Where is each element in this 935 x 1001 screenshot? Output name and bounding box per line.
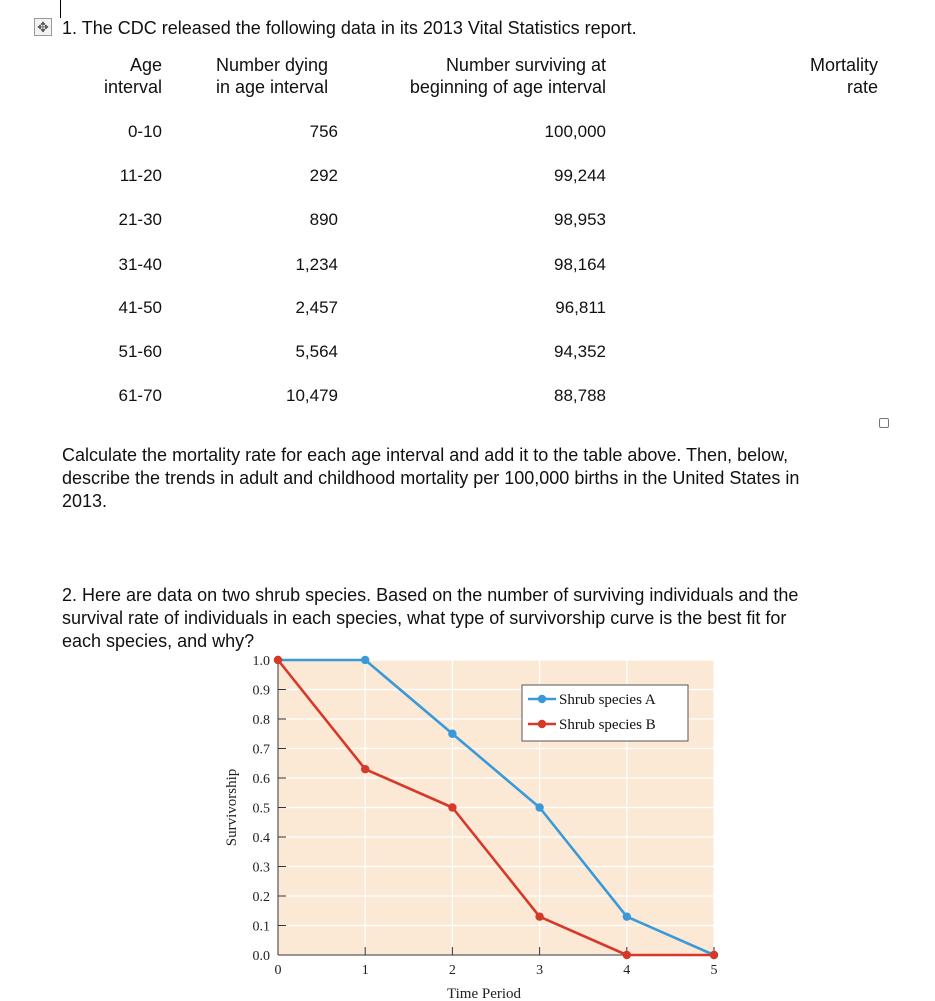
question-2-line: each species, and why?	[62, 631, 255, 651]
header-mortality-line1: Mortality	[809, 55, 878, 75]
question-1-text: The CDC released the following data in its 2013 Vital Statistics report.	[81, 18, 637, 38]
x-tick-label: 1	[361, 963, 369, 978]
y-tick-label: 0.0	[252, 949, 270, 964]
question-2-line: survival rate of individuals in each species, what type of survivorship curve is the best fit for	[62, 608, 787, 628]
data-point	[710, 951, 718, 959]
data-point	[623, 951, 631, 959]
move-handle-icon[interactable]: ✥	[34, 18, 52, 36]
y-tick-label: 0.7	[252, 742, 270, 758]
y-tick-label: 0.2	[252, 890, 270, 905]
x-tick-label: 3	[536, 963, 544, 978]
table-cell-dying: 890	[309, 210, 338, 229]
y-tick-label: 1.0	[252, 654, 270, 669]
y-tick-label: 0.1	[252, 919, 270, 935]
table-cell-dying: 756	[309, 122, 338, 141]
y-tick-label: 0.3	[252, 860, 270, 876]
header-dying-line1: Number dying	[216, 55, 329, 75]
y-tick-label: 0.5	[252, 801, 270, 817]
table-cell-surviving: 96,811	[555, 298, 606, 317]
x-tick-label: 2	[448, 963, 456, 978]
table-cell-age: 31-40	[118, 255, 162, 274]
table-cell-surviving: 94,352	[554, 342, 606, 361]
header-dying-line2: in age interval	[216, 77, 329, 97]
table-cell-age: 0-10	[127, 122, 162, 141]
table-cell-age: 41-50	[118, 298, 162, 317]
header-surviving-line2: beginning of age interval	[409, 77, 606, 97]
instruction-line: 2013.	[62, 491, 108, 511]
table-cell-dying: 1,234	[295, 255, 338, 274]
y-tick-label: 0.6	[252, 772, 270, 787]
table-cell-age: 21-30	[118, 210, 162, 229]
table-cell-age: 61-70	[118, 386, 162, 405]
table-cell-dying: 292	[309, 166, 338, 185]
x-tick-label: 0	[274, 963, 282, 978]
legend-label: Shrub species B	[559, 717, 656, 733]
data-point	[361, 765, 369, 773]
data-point	[448, 803, 456, 811]
data-point	[448, 730, 456, 738]
data-point	[535, 912, 543, 920]
data-point	[535, 803, 543, 811]
y-tick-label: 0.4	[252, 831, 270, 846]
table-cell-dying: 10,479	[286, 386, 338, 405]
x-tick-label: 4	[623, 963, 631, 978]
x-axis-label: Time Period	[446, 986, 522, 1001]
header-age-line1: Age	[129, 55, 162, 75]
data-point	[361, 656, 369, 664]
header-mortality-line2: rate	[846, 77, 878, 97]
data-point	[623, 912, 631, 920]
instruction-line: describe the trends in adult and childhood mortality per 100,000 births in the United States in	[62, 468, 800, 488]
table-cell-surviving: 99,244	[554, 166, 606, 185]
data-point	[274, 656, 282, 664]
question-2-line: 2. Here are data on two shrub species. Based on the number of surviving individuals and the	[62, 585, 799, 605]
header-age-line2: interval	[103, 77, 162, 97]
x-tick-label: 5	[710, 963, 718, 978]
y-axis-label: Survivorship	[224, 768, 240, 847]
table-cell-surviving: 100,000	[544, 122, 606, 141]
table-cell-age: 51-60	[118, 342, 162, 361]
table-cell-surviving: 98,953	[554, 210, 606, 229]
table-cell-age: 11-20	[119, 166, 162, 185]
table-cell-dying: 5,564	[295, 342, 338, 361]
y-tick-label: 0.8	[252, 713, 270, 728]
y-tick-label: 0.9	[252, 683, 270, 699]
legend-label: Shrub species A	[559, 692, 656, 708]
header-surviving-line1: Number surviving at	[445, 55, 606, 75]
instruction-line: Calculate the mortality rate for each age interval and add it to the table above. Then, below,	[62, 445, 789, 465]
question-1-number: 1.	[62, 18, 78, 38]
legend-marker	[538, 695, 546, 703]
table-cell-dying: 2,457	[295, 298, 338, 317]
table-cell-surviving: 88,788	[554, 386, 606, 405]
table-cell-surviving: 98,164	[554, 255, 606, 274]
legend-marker	[538, 720, 546, 728]
